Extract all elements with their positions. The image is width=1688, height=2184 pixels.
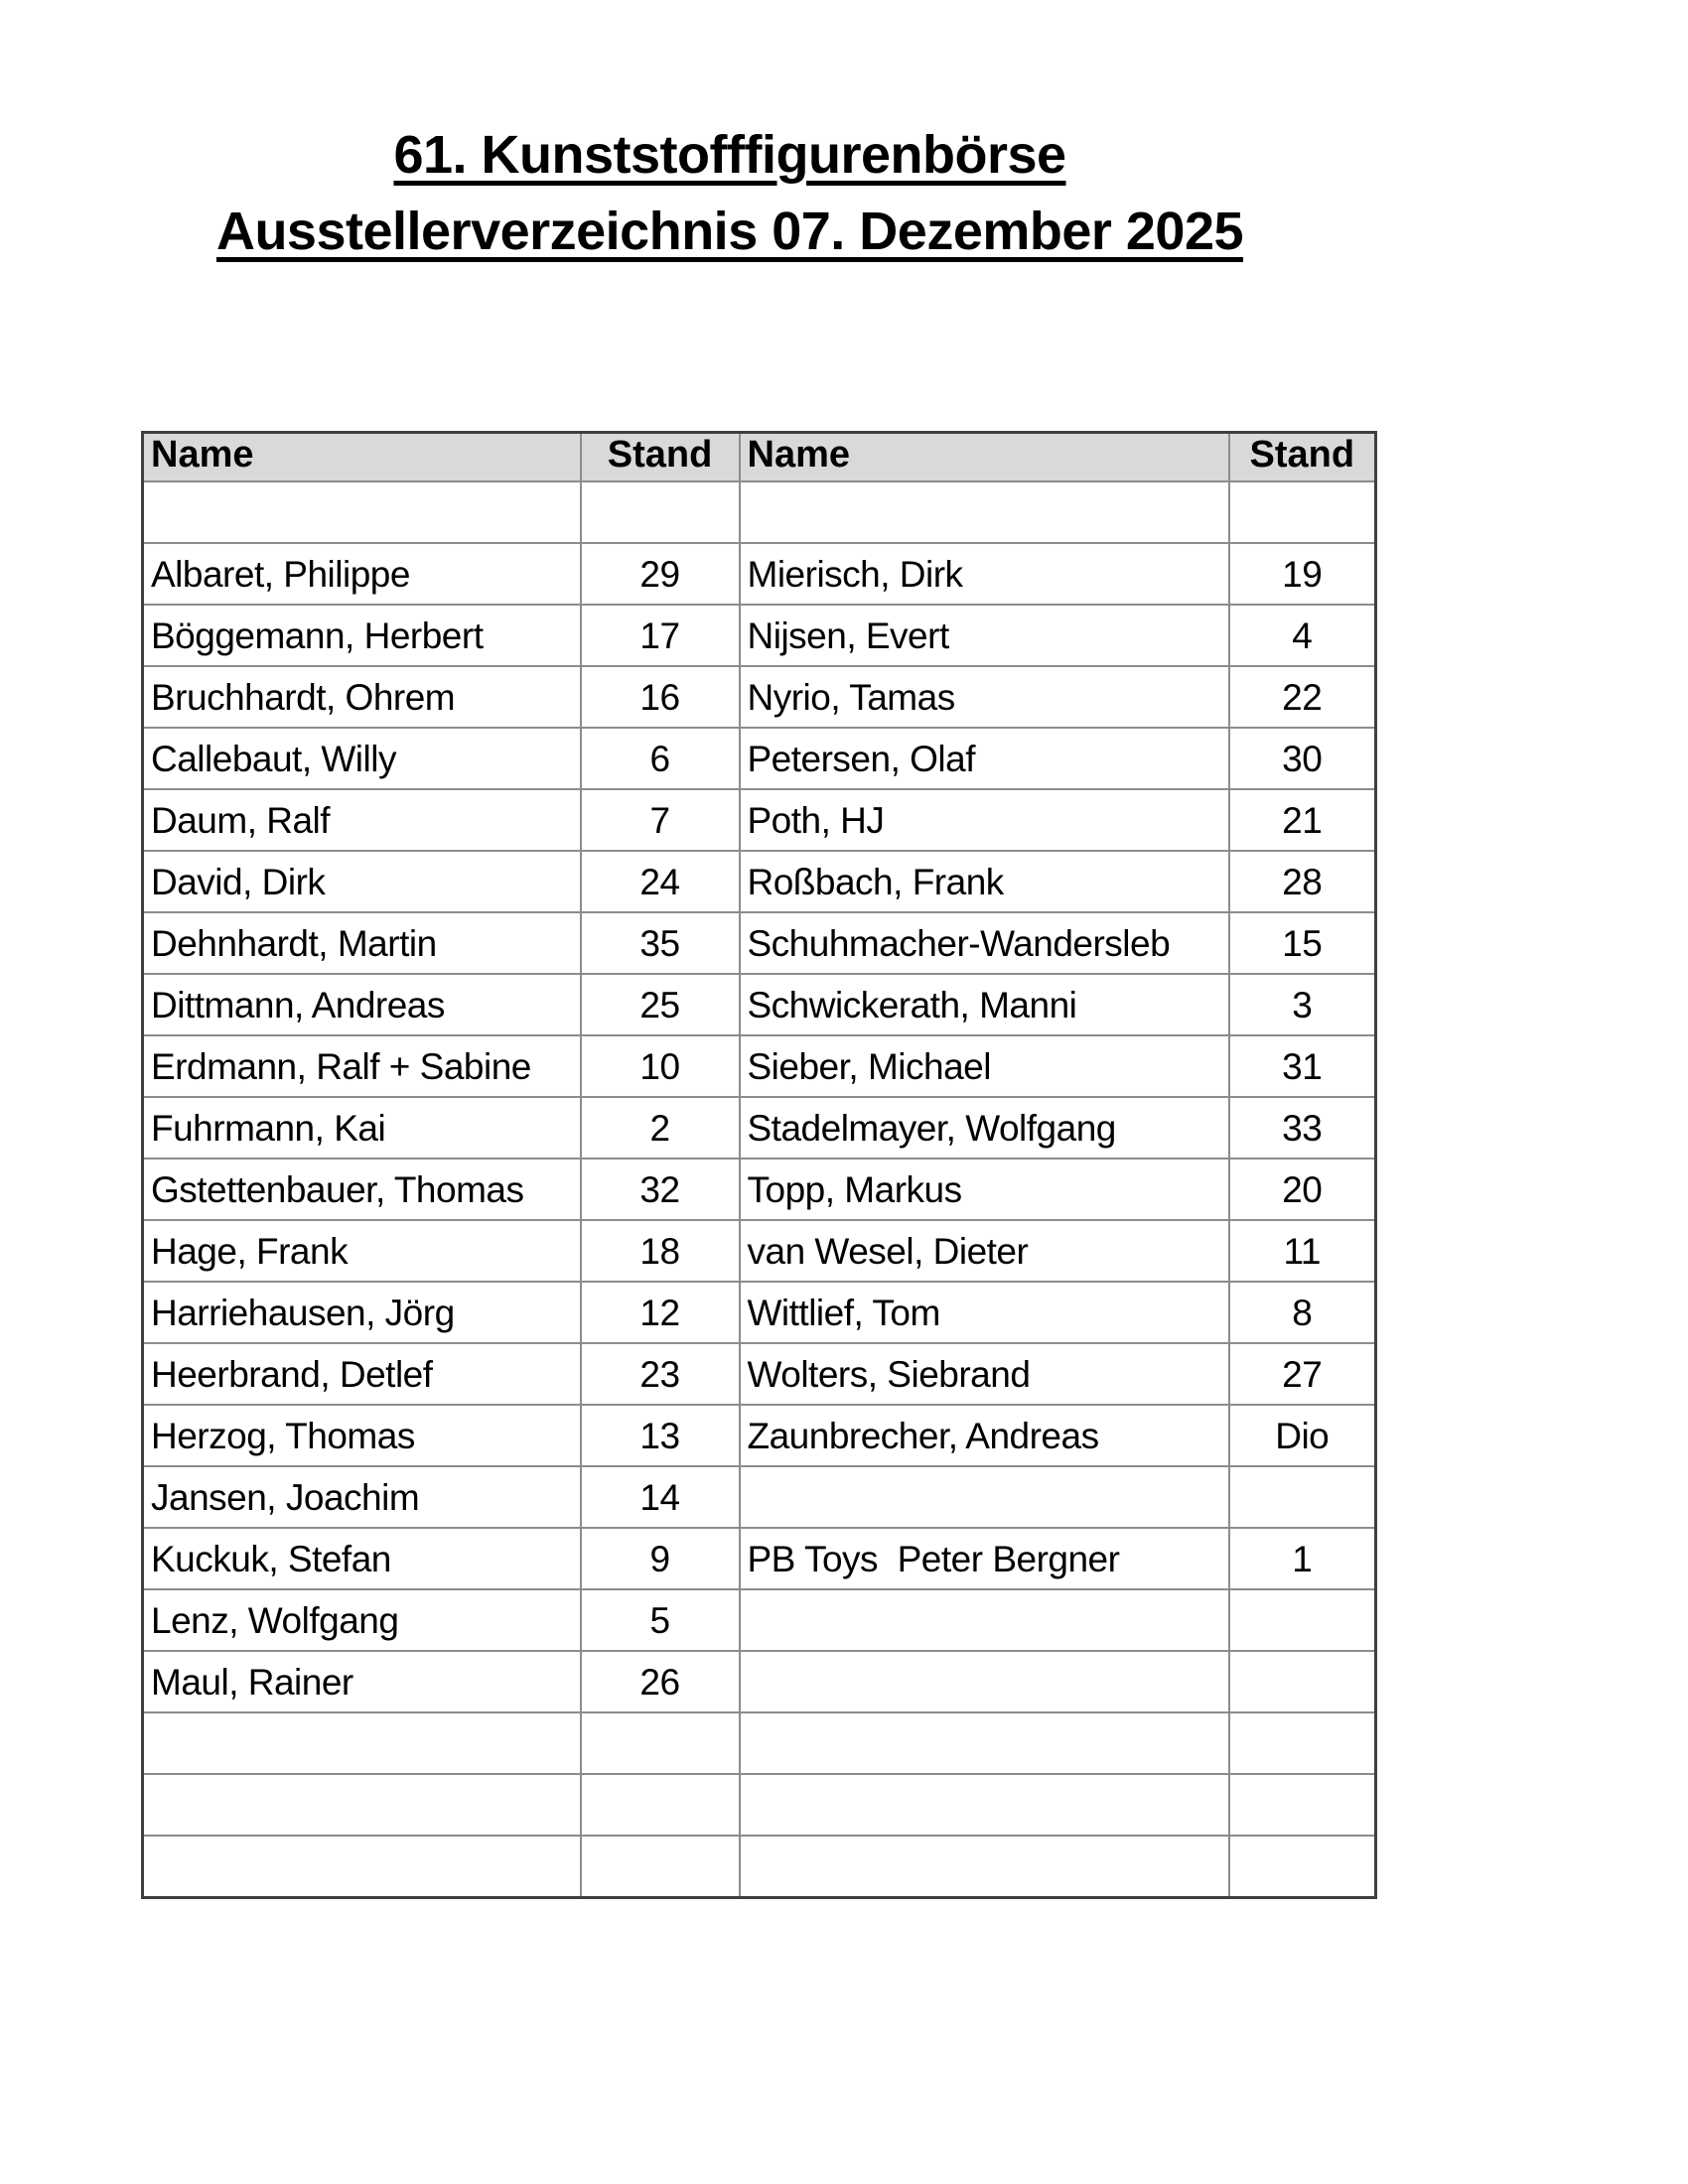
- table-row: [143, 728, 1376, 789]
- exhibitor-name-cell: [740, 1836, 1229, 1897]
- table-row: [143, 1836, 1376, 1897]
- exhibitor-name-cell: Lenz, Wolfgang: [143, 1589, 581, 1651]
- stand-number-cell: [1229, 1589, 1376, 1651]
- stand-number-cell: 24: [581, 851, 740, 912]
- exhibitor-name-cell: Jansen, Joachim: [143, 1466, 581, 1528]
- table-row: [143, 666, 1376, 728]
- exhibitor-name-cell: Daum, Ralf: [143, 789, 581, 851]
- stand-number-cell: [581, 1836, 740, 1897]
- stand-number-cell: 12: [581, 1282, 740, 1343]
- stand-number-cell: 18: [581, 1220, 740, 1282]
- stand-number-cell: 9: [581, 1528, 740, 1589]
- exhibitor-name-cell: Heerbrand, Detlef: [143, 1343, 581, 1405]
- stand-number-cell: Dio: [1229, 1405, 1376, 1466]
- stand-number-cell: [1229, 1651, 1376, 1712]
- title-line-1: [139, 117, 1321, 194]
- stand-number-cell: [1229, 1712, 1376, 1774]
- exhibitor-name-cell: Schuhmacher-Wandersleb: [740, 912, 1229, 974]
- stand-number-cell: 33: [1229, 1097, 1376, 1159]
- stand-number-cell: 28: [1229, 851, 1376, 912]
- table-row: [143, 1097, 1376, 1159]
- exhibitor-name-cell: David, Dirk: [143, 851, 581, 912]
- exhibitor-name-cell: Sieber, Michael: [740, 1035, 1229, 1097]
- exhibitor-name-cell: [740, 1466, 1229, 1528]
- stand-number-cell: [581, 481, 740, 543]
- stand-number-cell: [1229, 1774, 1376, 1836]
- stand-number-cell: 11: [1229, 1220, 1376, 1282]
- table-row: [143, 481, 1376, 543]
- stand-number-cell: 35: [581, 912, 740, 974]
- exhibitor-name-cell: Roßbach, Frank: [740, 851, 1229, 912]
- stand-number-cell: 13: [581, 1405, 740, 1466]
- stand-number-cell: [1229, 1836, 1376, 1897]
- exhibitor-name-cell: Hage, Frank: [143, 1220, 581, 1282]
- table-row: [143, 1712, 1376, 1774]
- stand-number-cell: 5: [581, 1589, 740, 1651]
- table-row: [143, 1343, 1376, 1405]
- exhibitor-name-cell: Nyrio, Tamas: [740, 666, 1229, 728]
- table-row: [143, 605, 1376, 666]
- exhibitor-name-cell: [740, 1774, 1229, 1836]
- stand-number-cell: 2: [581, 1097, 740, 1159]
- exhibitor-name-cell: Gstettenbauer, Thomas: [143, 1159, 581, 1220]
- stand-number-cell: 15: [1229, 912, 1376, 974]
- stand-number-cell: 8: [1229, 1282, 1376, 1343]
- stand-number-cell: [1229, 1466, 1376, 1528]
- table-row: [143, 1528, 1376, 1589]
- stand-number-cell: 29: [581, 543, 740, 605]
- stand-number-cell: 10: [581, 1035, 740, 1097]
- stand-number-cell: 22: [1229, 666, 1376, 728]
- stand-number-cell: 16: [581, 666, 740, 728]
- stand-number-cell: 14: [581, 1466, 740, 1528]
- table-row: [143, 1220, 1376, 1282]
- exhibitor-name-cell: Schwickerath, Manni: [740, 974, 1229, 1035]
- exhibitor-name-cell: Dittmann, Andreas: [143, 974, 581, 1035]
- exhibitor-name-cell: [740, 1712, 1229, 1774]
- exhibitor-table: [141, 431, 1377, 1899]
- header-name-left: Name: [143, 433, 581, 482]
- table-row: [143, 1774, 1376, 1836]
- exhibitor-name-cell: Petersen, Olaf: [740, 728, 1229, 789]
- exhibitor-name-cell: Callebaut, Willy: [143, 728, 581, 789]
- stand-number-cell: 17: [581, 605, 740, 666]
- document-title: [139, 117, 1321, 270]
- table-row: [143, 789, 1376, 851]
- exhibitor-name-cell: Albaret, Philippe: [143, 543, 581, 605]
- header-stand-right: Stand: [1229, 433, 1376, 482]
- exhibitor-name-cell: Fuhrmann, Kai: [143, 1097, 581, 1159]
- stand-number-cell: 7: [581, 789, 740, 851]
- table-row: [143, 1466, 1376, 1528]
- table-row: [143, 851, 1376, 912]
- title-line-2-text: Ausstellerverzeichnis 07. Dezember 2025: [215, 202, 1244, 261]
- stand-number-cell: 1: [1229, 1528, 1376, 1589]
- table-row: [143, 1405, 1376, 1466]
- stand-number-cell: 25: [581, 974, 740, 1035]
- stand-number-cell: 30: [1229, 728, 1376, 789]
- exhibitor-name-cell: Böggemann, Herbert: [143, 605, 581, 666]
- table-row: [143, 1651, 1376, 1712]
- exhibitor-name-cell: [740, 481, 1229, 543]
- exhibitor-name-cell: Poth, HJ: [740, 789, 1229, 851]
- exhibitor-name-cell: Bruchhardt, Ohrem: [143, 666, 581, 728]
- stand-number-cell: [1229, 481, 1376, 543]
- exhibitor-name-cell: Erdmann, Ralf + Sabine: [143, 1035, 581, 1097]
- table-row: [143, 912, 1376, 974]
- stand-number-cell: [581, 1774, 740, 1836]
- exhibitor-name-cell: van Wesel, Dieter: [740, 1220, 1229, 1282]
- table-row: [143, 974, 1376, 1035]
- stand-number-cell: 4: [1229, 605, 1376, 666]
- stand-number-cell: 3: [1229, 974, 1376, 1035]
- exhibitor-name-cell: Dehnhardt, Martin: [143, 912, 581, 974]
- table-row: [143, 1282, 1376, 1343]
- exhibitor-name-cell: [143, 1836, 581, 1897]
- exhibitor-name-cell: Zaunbrecher, Andreas: [740, 1405, 1229, 1466]
- exhibitor-name-cell: [143, 481, 581, 543]
- exhibitor-name-cell: Wittlief, Tom: [740, 1282, 1229, 1343]
- exhibitor-name-cell: PB Toys Peter Bergner: [740, 1528, 1229, 1589]
- exhibitor-name-cell: Herzog, Thomas: [143, 1405, 581, 1466]
- exhibitor-name-cell: Nijsen, Evert: [740, 605, 1229, 666]
- exhibitor-name-cell: Mierisch, Dirk: [740, 543, 1229, 605]
- table-row: [143, 1589, 1376, 1651]
- stand-number-cell: 23: [581, 1343, 740, 1405]
- stand-number-cell: [581, 1712, 740, 1774]
- exhibitor-name-cell: Harriehausen, Jörg: [143, 1282, 581, 1343]
- title-line-1-text: 61. Kunststofffigurenbörse: [393, 125, 1066, 185]
- table-header-row: [143, 433, 1376, 482]
- stand-number-cell: 27: [1229, 1343, 1376, 1405]
- stand-number-cell: 26: [581, 1651, 740, 1712]
- table-row: [143, 543, 1376, 605]
- header-name-right: Name: [740, 433, 1229, 482]
- exhibitor-name-cell: Kuckuk, Stefan: [143, 1528, 581, 1589]
- exhibitor-name-cell: Wolters, Siebrand: [740, 1343, 1229, 1405]
- table-row: [143, 1159, 1376, 1220]
- stand-number-cell: 21: [1229, 789, 1376, 851]
- exhibitor-name-cell: Maul, Rainer: [143, 1651, 581, 1712]
- stand-number-cell: 19: [1229, 543, 1376, 605]
- exhibitor-name-cell: Stadelmayer, Wolfgang: [740, 1097, 1229, 1159]
- exhibitor-name-cell: Topp, Markus: [740, 1159, 1229, 1220]
- exhibitor-name-cell: [740, 1651, 1229, 1712]
- stand-number-cell: 20: [1229, 1159, 1376, 1220]
- header-stand-left: Stand: [581, 433, 740, 482]
- title-line-2: [139, 194, 1321, 270]
- exhibitor-name-cell: [143, 1774, 581, 1836]
- stand-number-cell: 31: [1229, 1035, 1376, 1097]
- exhibitor-name-cell: [740, 1589, 1229, 1651]
- exhibitor-name-cell: [143, 1712, 581, 1774]
- stand-number-cell: 32: [581, 1159, 740, 1220]
- table-row: [143, 1035, 1376, 1097]
- stand-number-cell: 6: [581, 728, 740, 789]
